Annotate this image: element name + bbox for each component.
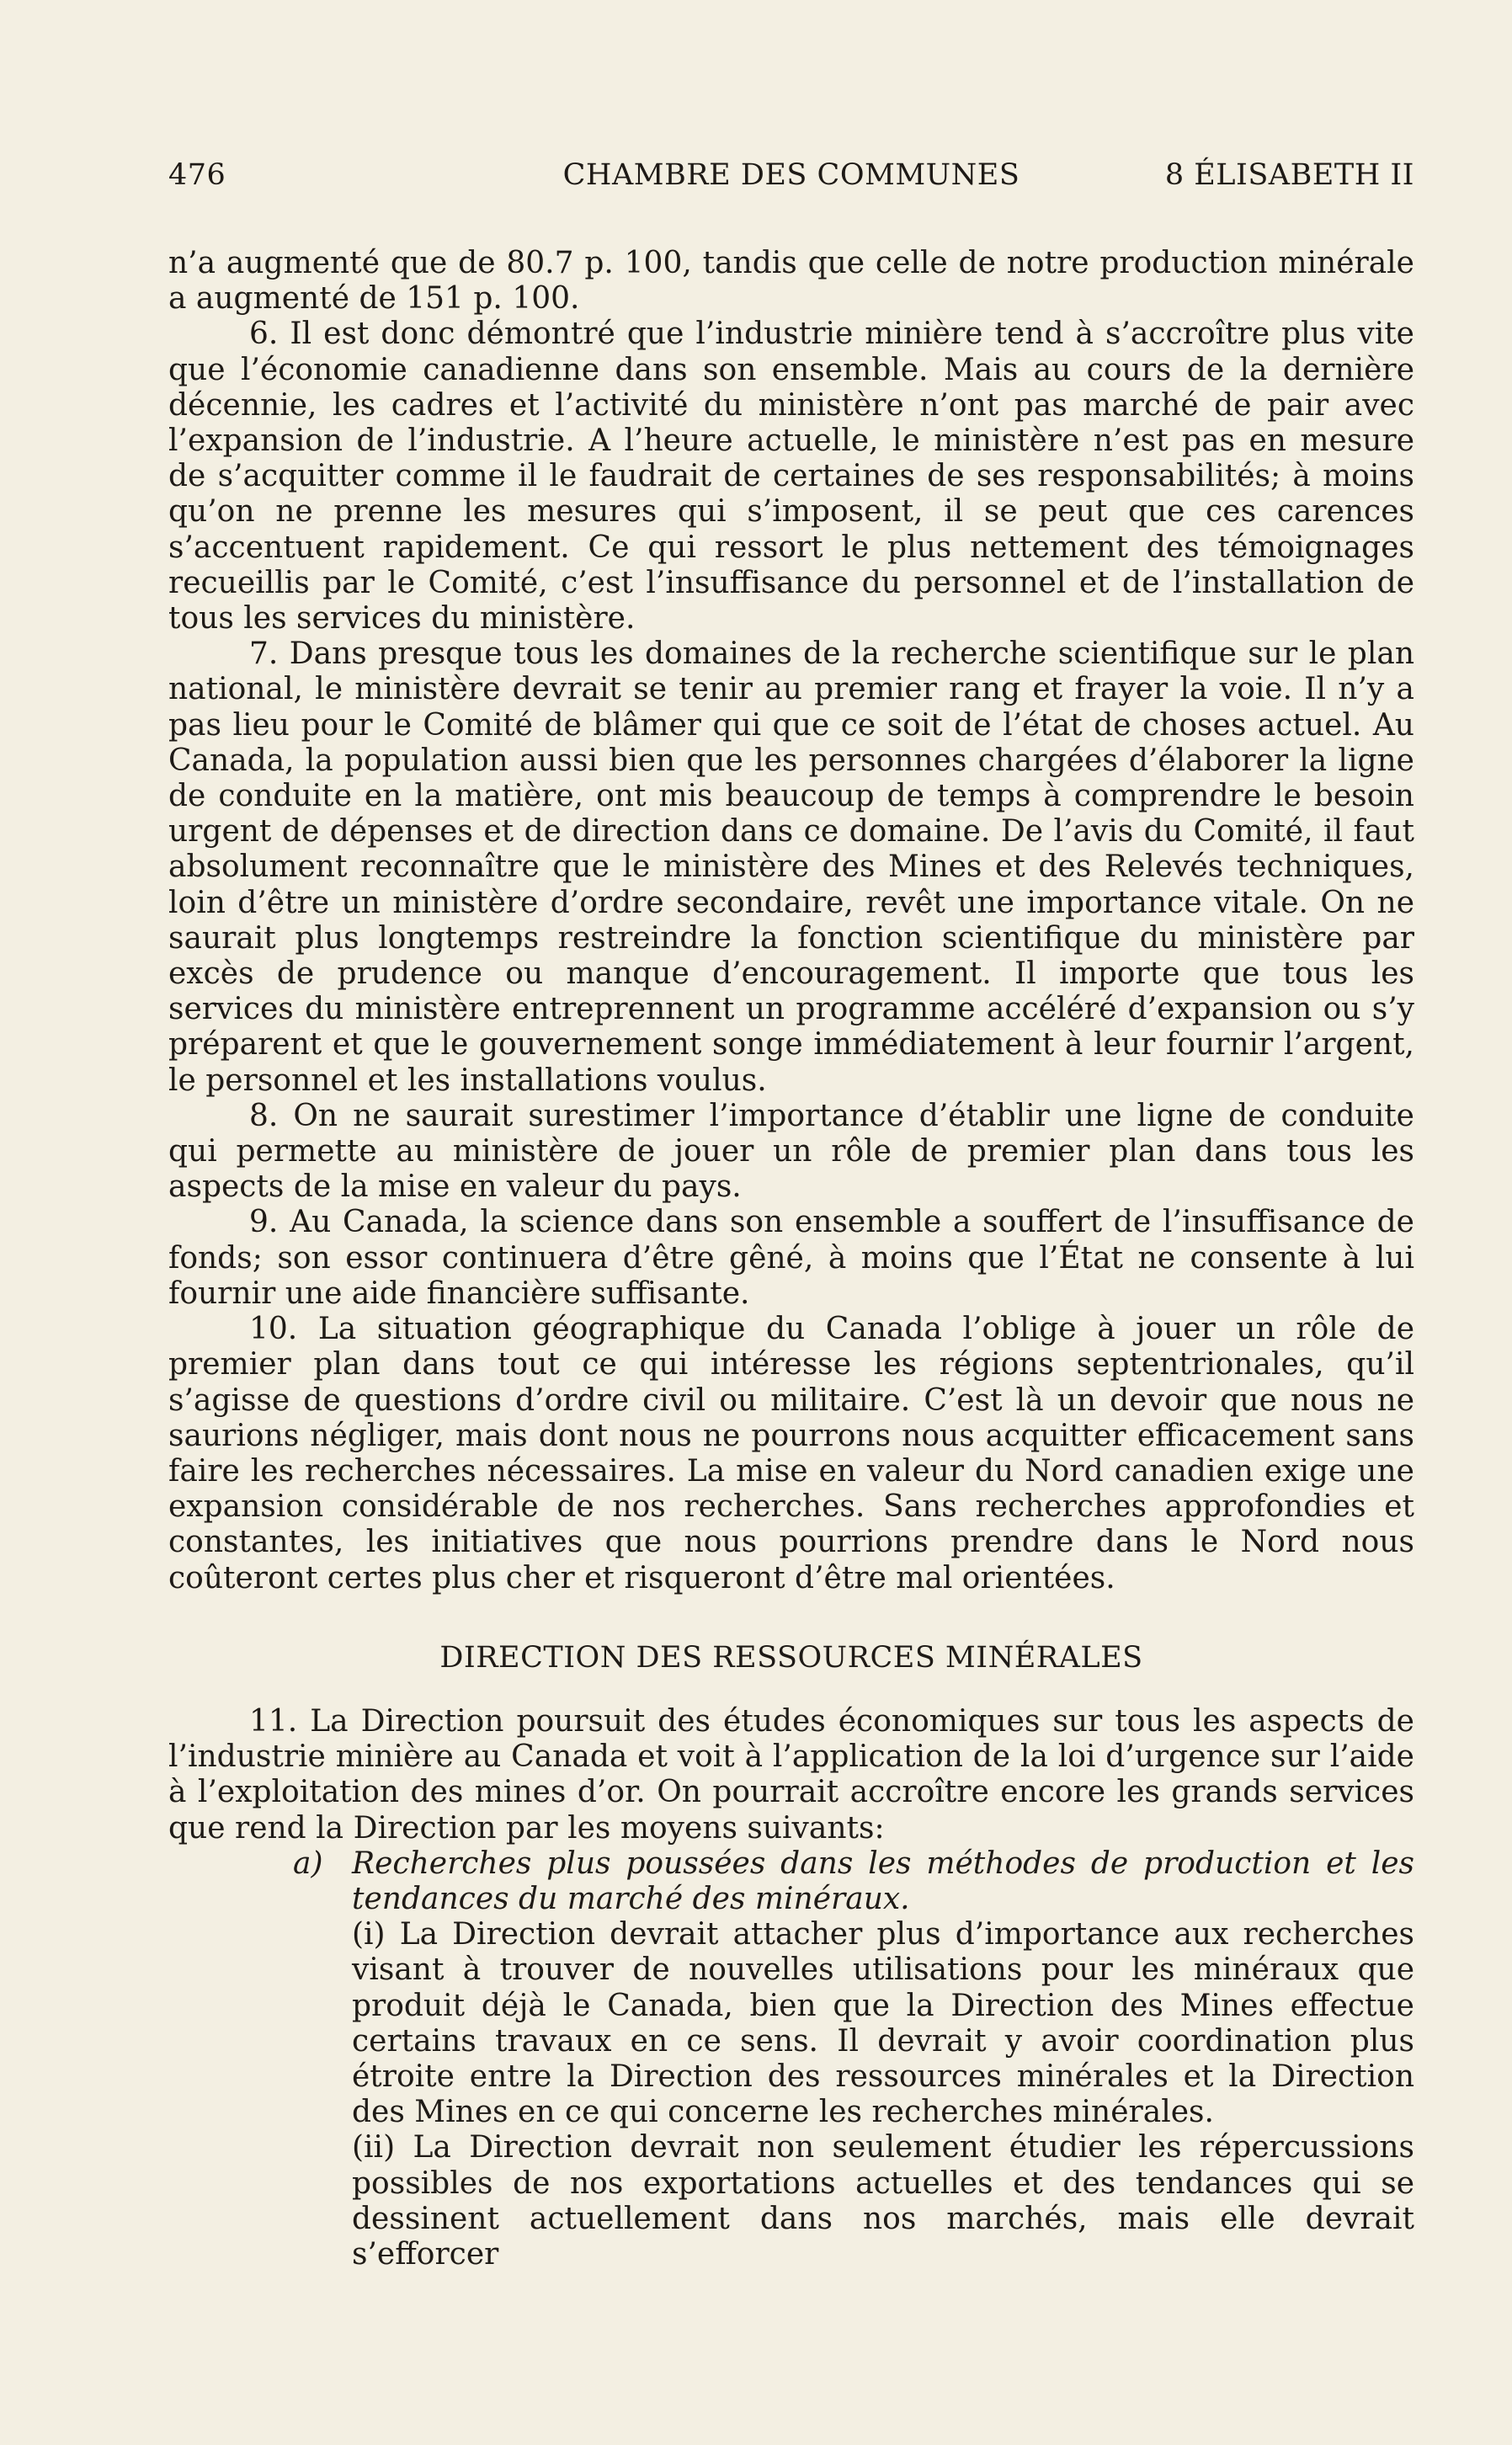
paragraph-5-continued: n’a augmenté que de 80.7 p. 100, tandis que celle de notre production minérale a augmenté de 151 p. 100. [168,246,1414,317]
section-heading: DIRECTION DES RESSOURCES MINÉRALES [439,1640,1143,1675]
session-label: 8 ÉLISABETH II [1164,158,1414,192]
paragraph-6: 6. Il est donc démontré que l’industrie minière tend à s’accroître plus vite que l’économie canadienne dans son ensemble. Mais au cours de la dernière décennie, les cadres et l’activité du ministère n’ont pas marché de pair avec l’expansion de l’industrie. A l’heure actuelle, le ministère n’est pas en mesure de s’acquitter comme il le faudrait de certaines de ses responsabilités; à moins qu’on ne prenne les mesures qui s’imposent, il se peut que ces carences s’accentuent rapidement. Ce qui ressort le plus nettement des témoignages recueillis par le Comité, c’est l’insuffisance du personnel et de l’installation de tous les services du ministère. [168,317,1414,637]
running-title: CHAMBRE DES COMMUNES [562,158,1020,192]
paragraph-8: 8. On ne saurait surestimer l’importance d’établir une ligne de conduite qui permette au ministère de jouer un rôle de premier plan dans tous les aspects de la mise en valeur du pays. [168,1098,1414,1205]
paragraph-10: 10. La situation géographique du Canada l’oblige à jouer un rôle de premier plan dans tout ce qui intéresse les régions septentrionales, qu’il s’agisse de questions d’ordre civil ou militaire. C’est là un devoir que nous ne saurions négliger, mais dont nous ne pourrons nous acquitter efficacement sans faire les recherches nécessaires. La mise en valeur du Nord canadien exige une expansion considérable de nos recherches. Sans recherches approfondies et constantes, les initiatives que nous pourrions prendre dans le Nord nous coûteront certes plus cher et risqueront d’être mal orientées. [168,1312,1414,1595]
item-a-text: Recherches plus poussées dans les méthodes de production et les tendances du marché des minéraux. [352,1846,1414,1916]
subitem-ii: (ii) La Direction devrait non seulement étudier les répercussions possibles de nos exportations actuelles et des tendances qui se dessinent actuellement dans nos marchés, mais elle devrait s’efforcer [352,2130,1414,2272]
page-number: 476 [168,158,226,192]
item-a [293,1846,1414,1917]
body-text [168,246,1414,2272]
subitems [352,1917,1414,2272]
paragraph-9: 9. Au Canada, la science dans son ensemble a souffert de l’insuffisance de fonds; son essor continuera d’être gêné, à moins que l’État ne consente à lui fournir une aide financière suffisante. [168,1205,1414,1311]
paragraph-7: 7. Dans presque tous les domaines de la recherche scientifique sur le plan national, le ministère devrait se tenir au premier rang et frayer la voie. Il n’y a pas lieu pour le Comité de blâmer qui que ce soit de l’état de choses actuel. Au Canada, la population aussi bien que les personnes chargées d’élaborer la ligne de conduite en la matière, ont mis beaucoup de temps à comprendre le besoin urgent de dépenses et de direction dans ce domaine. De l’avis du Comité, il faut absolument reconnaître que le ministère des Mines et des Relevés techniques, loin d’être un ministère d’ordre secondaire, revêt une importance vitale. On ne saurait plus longtemps restreindre la fonction scientifique du ministère par excès de prudence ou manque d’encouragement. Il importe que tous les services du ministère entreprennent un programme accéléré d’expansion ou s’y préparent et que le gouvernement songe immédiatement à leur fournir l’argent, le personnel et les installations voulus. [168,637,1414,1098]
item-a-label: a) [293,1846,323,1881]
subitem-i: (i) La Direction devrait attacher plus d’importance aux recherches visant à trouver de nouvelles utilisations pour les minéraux que produit déjà le Canada, bien que la Direction des Mines effectue certains travaux en ce sens. Il devrait y avoir coordination plus étroite entre la Direction des ressources minérales et la Direction des Mines en ce qui concerne les recherches minérales. [352,1917,1414,2130]
paragraph-11: 11. La Direction poursuit des études économiques sur tous les aspects de l’industrie minière au Canada et voit à l’application de la loi d’urgence sur l’aide à l’exploitation des mines d’or. On pourrait accroître encore les grands services que rend la Direction par les moyens suivants: [168,1703,1414,1846]
